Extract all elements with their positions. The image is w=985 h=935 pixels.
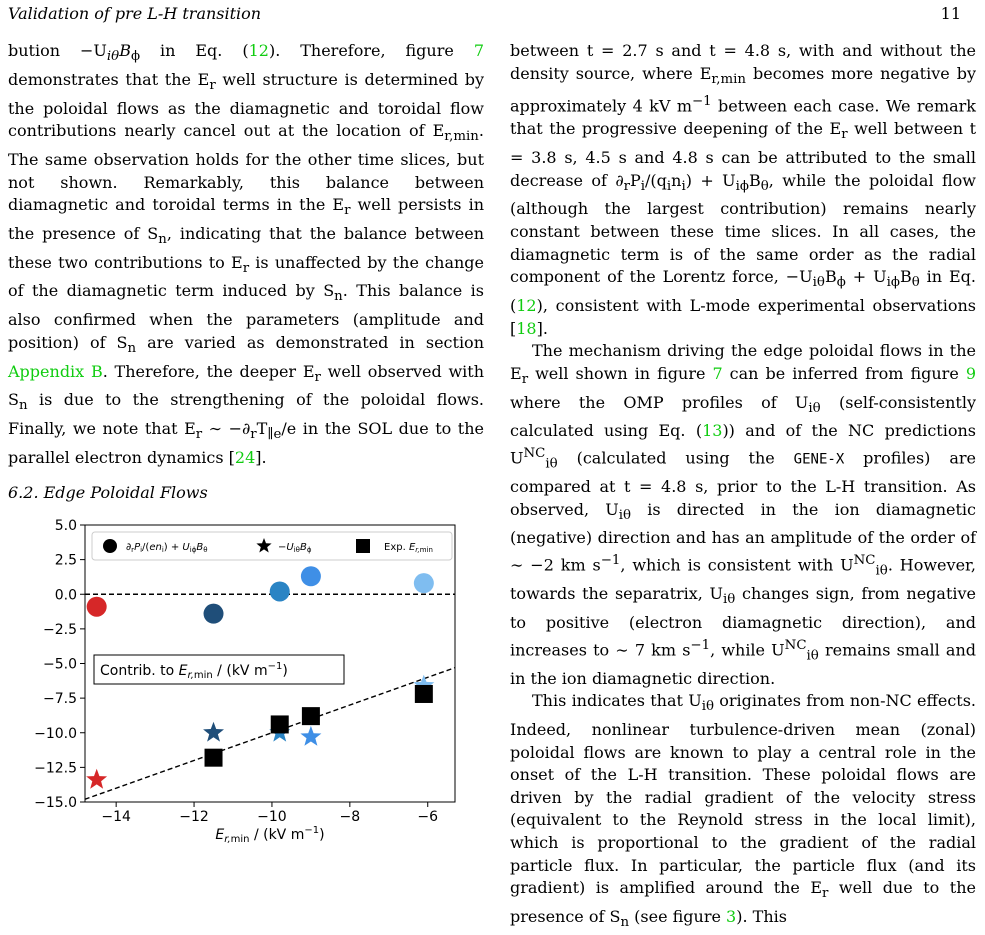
data-point-star — [203, 722, 224, 742]
data-point-square — [271, 715, 289, 733]
data-point-star — [300, 726, 321, 746]
page-number: 11 — [940, 4, 961, 23]
x-tick-label: −12 — [179, 809, 209, 825]
y-tick-label: −12.5 — [34, 760, 77, 777]
chart-svg — [0, 505, 480, 850]
y-tick-label: −15.0 — [34, 795, 77, 811]
right-paragraph-1: between t = 2.7 s and t = 4.8 s, with and without the density source, where $E_{r,min}$ becomes more negative by approximately 4 kV $m^{-1}$ between each case. We remark that the progressive deepening of the $E_r$ well between t = 3.8 s, 4.5 s and 4.8 s can be attributed to the small decrease of $\partial_rP_i/(q_in_i) + U_{i\phi}B_\theta$, while the poloidal flow (although the largest contribution) remains nearly constant between these time slices. In all cases, the diamagnetic term is of the same order as the radial component of the Lorentz force, $-U_{i\theta}B_\phi + U_{i\phi}B_\theta$ in Eq. (12), consistent with L-mode experimental observations [18]. — [510, 41, 977, 338]
legend-label-diamagnetic: $\partial_rP_i/(en_i) + U_{i\phi}B_\theta$ — [126, 542, 208, 554]
data-point-square — [205, 749, 223, 767]
data-point-circle — [204, 604, 224, 624]
y-tick-label: 5.0 — [54, 518, 77, 534]
figure-scatter-chart — [0, 505, 480, 850]
data-point-circle — [301, 566, 321, 586]
figure-ref-link[interactable]: 3 — [726, 906, 737, 926]
left-column-text — [8, 40, 484, 470]
data-point-circle — [270, 581, 290, 601]
eq-ref-link[interactable]: 13 — [702, 421, 723, 441]
data-point-square — [415, 685, 433, 703]
y-tick-label: −5.0 — [43, 656, 77, 673]
citation-link[interactable]: 18 — [516, 318, 537, 338]
right-column-text — [510, 40, 976, 935]
legend-circle-marker — [103, 539, 117, 553]
y-tick-label: −7.5 — [43, 691, 77, 708]
data-point-star — [86, 769, 107, 789]
x-tick-label: −10 — [257, 809, 287, 825]
figure-ref-link[interactable]: 9 — [965, 363, 977, 383]
figure-ref-link[interactable]: 7 — [712, 363, 723, 383]
x-tick-label: −8 — [339, 809, 361, 825]
data-point-circle — [87, 597, 107, 617]
left-paragraph: bution $-U_{i\theta}B_\phi$ in Eq. (12). Therefore, figure 7 demonstrates that the $E_r$ well structure is determined by the poloidal flows as the diamagnetic and toroidal flow contributions nearly cancel out at the location of $E_{r,min}$. The same observation holds for the other time slices, but not shown. Remarkably, this balance between diamagnetic and toroidal terms in the $E_r$ well persists in the presence of $S_n$, indicating that the balance between these two contributions to $E_r$ is unaffected by the change of the diamagnetic term induced by $S_n$. This balance is also confirmed when the parameters (amplitude and position) of $S_n$ are varied as demonstrated in section Appendix B. Therefore, the deeper $E_r$ well observed with $S_n$ is due to the strengthening of the poloidal flows. Finally, we note that $E_r$ ∼ $-\partial_rT_{\parallel e}/e$ in the SOL due to the parallel electron dynamics [24]. — [8, 41, 485, 467]
x-axis-label: $E_{r,}\min / (kV$ $m^{-1}$) — [215, 825, 325, 845]
running-header — [8, 4, 977, 26]
legend-label-poloidal: $-U_{i\theta}B_\phi$ — [278, 542, 312, 554]
right-paragraph-3: This indicates that $U_{i\theta}$ originates from non-NC effects. Indeed, nonlinear turbulence-driven mean (zonal) poloidal flows are known to play a central role in the onset of the L-H transition. These poloidal flows are driven by the radial gradient of the velocity stress (equivalent to the Reynold stress in the local limit), which is proportional to the gradient of the radial particle flux. In particular, the particle flux (and its gradient) is amplified around the $E_r$ well due to the presence of $S_n$ (see figure 3). This — [510, 691, 977, 931]
data-point-circle — [414, 573, 434, 593]
legend-square-marker — [356, 539, 370, 553]
y-tick-label: 2.5 — [54, 552, 77, 569]
section-heading: 6.2. Edge Poloidal Flows — [8, 483, 208, 502]
figure-ref-link[interactable]: 7 — [473, 41, 484, 60]
y-tick-label: −10.0 — [34, 725, 77, 742]
citation-link[interactable]: 24 — [234, 447, 256, 467]
x-tick-label: −6 — [417, 809, 439, 825]
y-tick-label: −2.5 — [43, 621, 77, 638]
right-paragraph-2: The mechanism driving the edge poloidal flows in the $E_r$ well shown in figure 7 can be inferred from figure 9 where the OMP profiles of $U_{i\theta}$ (self-consistently calculated using Eq. (13)) and of the NC predictions $U^{NC}_{i\theta}$ (calculated using the GENE-X profiles) are compared at t = 4.8 s, prior to the L-H transition. As observed, $U_{i\theta}$ is directed in the ion diamagnetic (negative) direction and has an amplitude of the order of ∼ −2 km $s^{-1}$, which is consistent with $U^{NC}_{i\theta}$. However, towards the separatrix, $U_{i\theta}$ changes sign, from negative to positive (electron diamagnetic direction), and increases to ∼ 7 km $s^{-1}$, while $U^{NC}_{i\theta}$ remains small and in the ion diamagnetic direction. — [510, 341, 977, 688]
data-point-square — [302, 707, 320, 725]
legend-label-experimental: Exp. $E_{r,}\min$ — [384, 542, 433, 554]
appendix-ref-link[interactable]: Appendix B — [8, 361, 103, 381]
eq-ref-link[interactable]: 12 — [248, 41, 269, 60]
eq-ref-link[interactable]: 12 — [516, 296, 537, 316]
annotation-text: Contrib. to $E_{r,}\min / (kV$ $m^{-1}$) — [100, 661, 288, 681]
x-tick-label: −14 — [101, 809, 131, 825]
y-tick-label: 0.0 — [54, 587, 77, 604]
running-title: Validation of pre L-H transition — [8, 4, 262, 23]
